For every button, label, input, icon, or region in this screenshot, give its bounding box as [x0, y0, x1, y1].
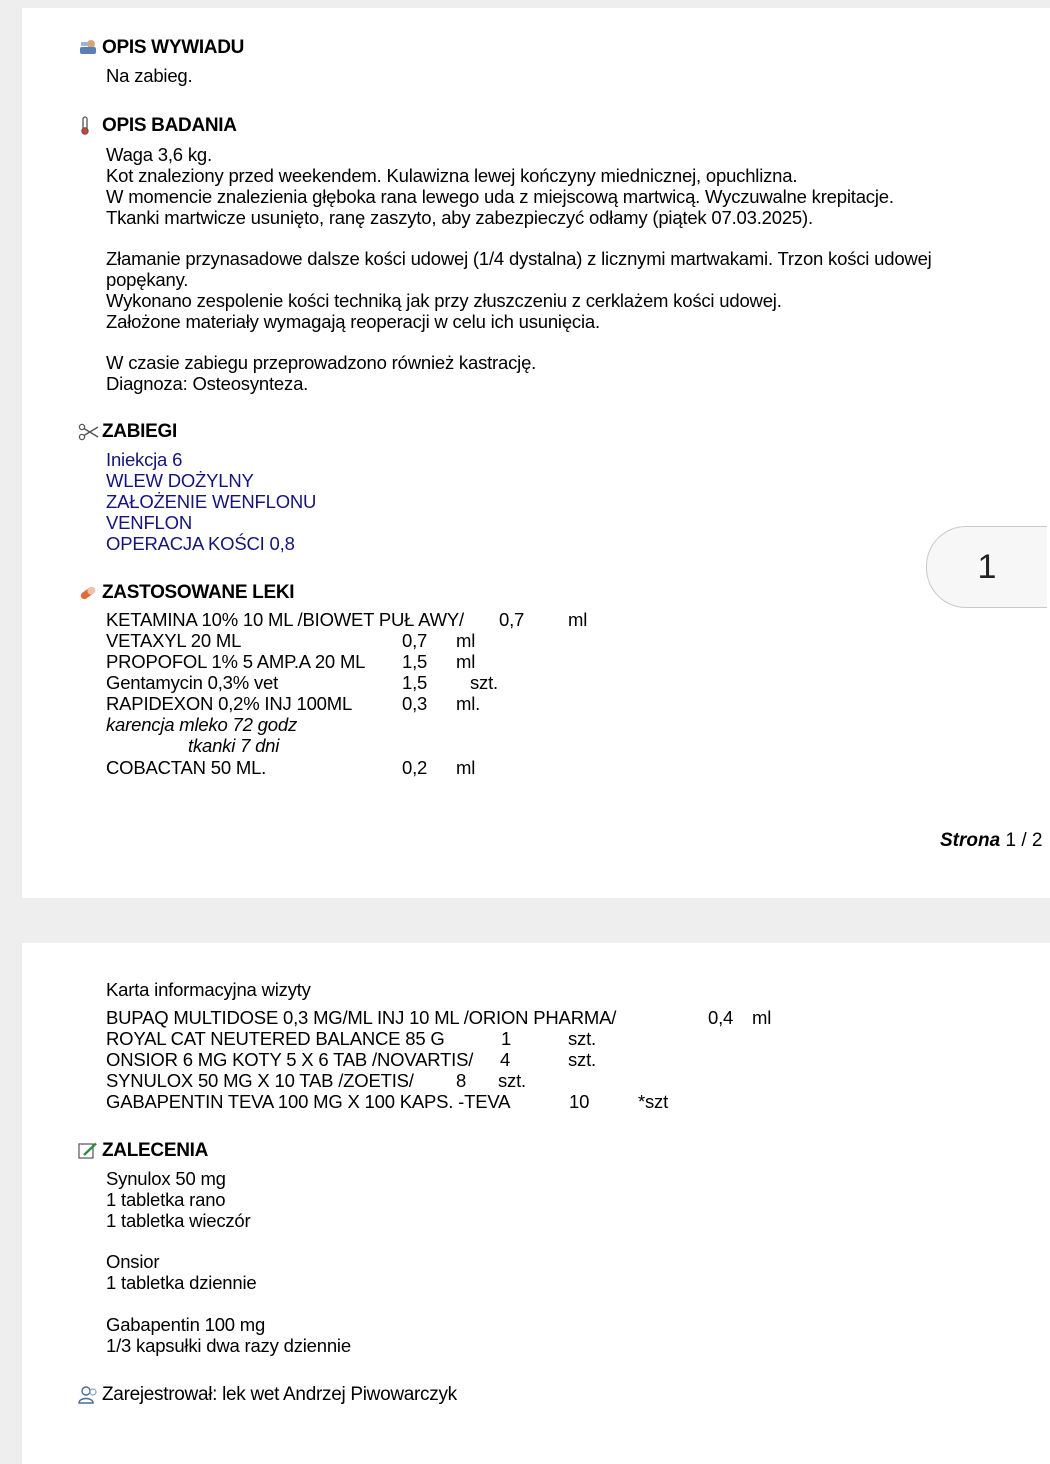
page-header: Karta informacyjna wizyty — [106, 979, 311, 1000]
drug-name: Gentamycin 0,3% vet — [106, 672, 279, 693]
product-qty: 10 — [569, 1091, 590, 1112]
pill-icon — [78, 583, 100, 603]
wywiad-text: Na zabieg. — [106, 65, 193, 86]
product-row — [106, 1070, 806, 1091]
drug-unit: szt. — [470, 672, 498, 693]
drug-unit: ml — [568, 609, 588, 630]
heading-text: ZALECENIA — [102, 1140, 209, 1161]
badanie-line: Wykonano zespolenie kości techniką jak przy złuszczeniu z cerklażem kości udowej. — [106, 290, 782, 311]
product-qty: 4 — [500, 1049, 511, 1070]
zabieg-item: Iniekcja 6 — [106, 449, 183, 470]
drug-row — [106, 693, 646, 714]
zalecenia-line: 1 tabletka rano — [106, 1189, 226, 1210]
scissors-icon — [78, 422, 100, 442]
product-row — [106, 1091, 806, 1112]
product-row — [106, 1007, 806, 1028]
drug-qty: 0,2 — [402, 757, 428, 778]
drug-qty: 1,5 — [402, 672, 428, 693]
drug-unit: ml — [456, 630, 476, 651]
drug-unit: ml — [456, 757, 476, 778]
page-footer — [940, 830, 1042, 852]
zalecenia-line: 1 tabletka wieczór — [106, 1210, 251, 1231]
product-unit: szt. — [568, 1049, 596, 1070]
drug-row — [106, 757, 646, 778]
product-name: ONSIOR 6 MG KOTY 5 X 6 TAB /NOVARTIS/ — [106, 1049, 474, 1070]
product-row — [106, 1049, 806, 1070]
drug-name: VETAXYL 20 ML — [106, 630, 242, 651]
product-qty: 1 — [501, 1028, 512, 1049]
section-heading-badanie — [78, 115, 237, 137]
section-heading-leki — [78, 582, 294, 604]
heading-text: OPIS WYWIADU — [102, 37, 245, 58]
product-row — [106, 1028, 806, 1049]
zalecenia-line: Gabapentin 100 mg — [106, 1314, 266, 1335]
badanie-line: Kot znaleziony przed weekendem. Kulawizna lewej kończyny miednicznej, opuchlizna. — [106, 165, 798, 186]
drug-row — [106, 609, 646, 630]
badanie-line: W momencie znalezienia głęboka rana lewego uda z miejscową martwicą. Wyczuwalne krepitacje. — [106, 186, 894, 207]
drug-unit: ml — [456, 651, 476, 672]
footer-total: / 2 — [1016, 830, 1043, 851]
drug-name: COBACTAN 50 ML. — [106, 757, 267, 778]
footer-label: Strona — [940, 830, 1001, 851]
users-icon — [78, 1385, 100, 1405]
product-name: GABAPENTIN TEVA 100 MG X 100 KAPS. -TEVA — [106, 1091, 511, 1112]
registered-by — [78, 1384, 457, 1406]
edit-note-icon — [78, 1141, 100, 1161]
drug-name: KETAMINA 10% 10 ML /BIOWET PUŁ AWY/ — [106, 609, 464, 630]
badanie-line: Waga 3,6 kg. — [106, 144, 212, 165]
zalecenia-line: Synulox 50 mg — [106, 1168, 226, 1189]
interview-icon — [78, 38, 100, 58]
thermometer-icon — [78, 116, 100, 136]
drug-qty: 0,7 — [402, 630, 428, 651]
badanie-line: popękany. — [106, 269, 189, 290]
product-name: SYNULOX 50 MG X 10 TAB /ZOETIS/ — [106, 1070, 414, 1091]
heading-text: ZASTOSOWANE LEKI — [102, 582, 295, 603]
section-heading-zabiegi — [78, 421, 177, 443]
registered-text: Zarejestrował: lek wet Andrzej Piwowarczyk — [102, 1384, 457, 1405]
document-page-1 — [22, 8, 1050, 898]
heading-text: ZABIEGI — [102, 421, 177, 442]
heading-text: OPIS BADANIA — [102, 115, 237, 136]
badanie-line: Założone materiały wymagają reoperacji w celu ich usunięcia. — [106, 311, 600, 332]
product-qty: 0,4 — [708, 1007, 734, 1028]
zalecenia-line: 1/3 kapsułki dwa razy dziennie — [106, 1335, 351, 1356]
zabieg-item: OPERACJA KOŚCI 0,8 — [106, 533, 295, 554]
drug-row — [106, 672, 646, 693]
document-page-2 — [22, 943, 1050, 1464]
badanie-line: Diagnoza: Osteosynteza. — [106, 373, 309, 394]
product-unit: szt. — [498, 1070, 526, 1091]
drug-qty: 0,3 — [402, 693, 428, 714]
page-number-badge[interactable]: 1 — [926, 526, 1047, 608]
footer-page: 1 — [1005, 830, 1017, 851]
drug-qty: 0,7 — [499, 609, 525, 630]
product-unit: szt. — [568, 1028, 596, 1049]
drug-name: RAPIDEXON 0,2% INJ 100ML — [106, 693, 353, 714]
product-name: ROYAL CAT NEUTERED BALANCE 85 G — [106, 1028, 445, 1049]
zalecenia-line: 1 tabletka dziennie — [106, 1272, 257, 1293]
drug-row — [106, 630, 646, 651]
drug-unit: ml. — [456, 693, 481, 714]
badanie-line: Złamanie przynasadowe dalsze kości udowej (1/4 dystalna) z licznymi martwakami. Trzon kości udowej — [106, 248, 932, 269]
product-unit: ml — [752, 1007, 772, 1028]
product-unit: *szt — [638, 1091, 669, 1112]
karencja-line: tkanki 7 dni — [188, 735, 280, 756]
section-heading-zalecenia — [78, 1140, 208, 1162]
drug-qty: 1,5 — [402, 651, 428, 672]
karencja-line: karencja mleko 72 godz — [106, 714, 297, 735]
zalecenia-line: Onsior — [106, 1251, 160, 1272]
badanie-line: Tkanki martwicze usunięto, ranę zaszyto, aby zabezpieczyć odłamy (piątek 07.03.2025). — [106, 207, 813, 228]
product-qty: 8 — [456, 1070, 467, 1091]
badanie-line: W czasie zabiegu przeprowadzono również kastrację. — [106, 352, 537, 373]
zabieg-item: ZAŁOŻENIE WENFLONU — [106, 491, 317, 512]
drug-name: PROPOFOL 1% 5 AMP.A 20 ML — [106, 651, 366, 672]
zabieg-item: VENFLON — [106, 512, 192, 533]
drug-row — [106, 651, 646, 672]
zabieg-item: WLEW DOŻYLNY — [106, 470, 254, 491]
section-heading-wywiad — [78, 37, 244, 59]
product-name: BUPAQ MULTIDOSE 0,3 MG/ML INJ 10 ML /ORION PHARMA/ — [106, 1007, 617, 1028]
